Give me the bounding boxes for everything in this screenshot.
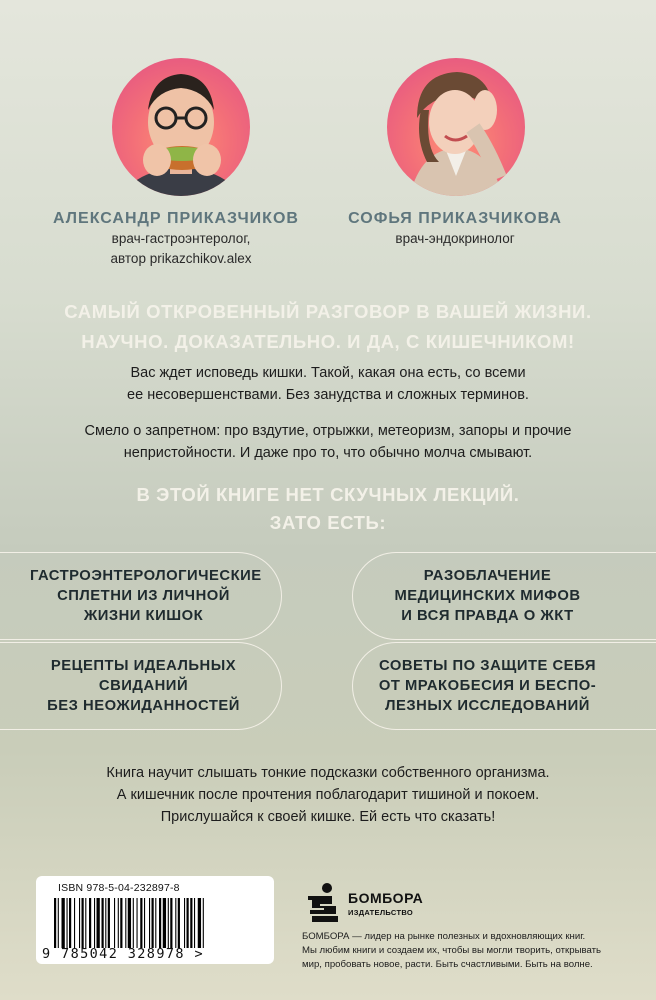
- isbn-label: ISBN 978-5-04-232897-8: [58, 882, 180, 894]
- headline-line-2: НАУЧНО. ДОКАЗАТЕЛЬНО. И ДА, С КИШЕЧНИКОМ!: [81, 331, 575, 352]
- feature-text-gossip: ГАСТРОЭНТЕРОЛОГИЧЕСКИЕ СПЛЕТНИ ИЗ ЛИЧНОЙ ЖИЗНИ КИШОК: [30, 568, 262, 624]
- closing-line-3: Прислушайся к своей кишке. Ей есть что сказать!: [160, 809, 496, 825]
- feature-pill-gossip: [0, 552, 282, 640]
- closing-line-2: А кишечник после прочтения поблагодарит тишиной и покоем.: [116, 787, 540, 803]
- intro-paragraph-line-1: Вас ждет исповедь кишки. Такой, какая она есть, со всеми: [130, 365, 526, 381]
- feature-text-myths: РАЗОБЛАЧЕНИЕ МЕДИЦИНСКИХ МИФОВ И ВСЯ ПРАВДА О ЖКТ: [394, 568, 581, 624]
- isbn-barcode-box: [36, 876, 274, 964]
- topics-paragraph-line-1: Смело о запретном: про вздутие, отрыжки, метеоризм, запоры и прочие: [84, 423, 572, 439]
- publisher-description: БОМБОРА — лидер на рынке полезных и вдохновляющих книг. Мы любим книги и создаем их, чтобы вы могли творить, открывать мир, пробовать новое, расти. Быть счастливыми. Быть на волне.: [302, 931, 601, 970]
- headline-line-1: САМЫЙ ОТКРОВЕННЫЙ РАЗГОВОР В ВАШЕЙ ЖИЗНИ.: [64, 301, 592, 322]
- topics-paragraph-line-2: непристойности. И даже про то, что обычно молча смывают.: [123, 445, 533, 461]
- feature-pill-advice: [352, 642, 656, 730]
- feature-pill-myths: [352, 552, 656, 640]
- subhead-line-1: В ЭТОЙ КНИГЕ НЕТ СКУЧНЫХ ЛЕКЦИЙ.: [136, 484, 520, 505]
- author-photo-alexander: [112, 58, 250, 196]
- feature-text-advice: СОВЕТЫ ПО ЗАЩИТЕ СЕБЯ ОТ МРАКОБЕСИЯ И БЕСПО- ЛЕЗНЫХ ИССЛЕДОВАНИЙ: [378, 658, 597, 714]
- barcode: [52, 898, 252, 948]
- publisher-name: БОМБОРА: [348, 890, 424, 906]
- closing-line-1: Книга научит слышать тонкие подсказки собственного организма.: [106, 765, 550, 781]
- intro-paragraph-line-2: ее несовершенствами. Без занудства и сложных терминов.: [127, 387, 529, 403]
- bombora-logo-icon: [302, 882, 344, 922]
- feature-text-recipes: РЕЦЕПТЫ ИДЕАЛЬНЫХ СВИДАНИЙ БЕЗ НЕОЖИДАННОСТЕЙ: [47, 658, 240, 714]
- author-photo-sofya: [387, 58, 525, 196]
- feature-pill-recipes: [0, 642, 282, 730]
- barcode-digits: 9 785042 328978 >: [42, 946, 204, 962]
- publisher-subtitle: ИЗДАТЕЛЬСТВО: [348, 908, 413, 917]
- subhead-line-2: ЗАТО ЕСТЬ:: [269, 512, 387, 533]
